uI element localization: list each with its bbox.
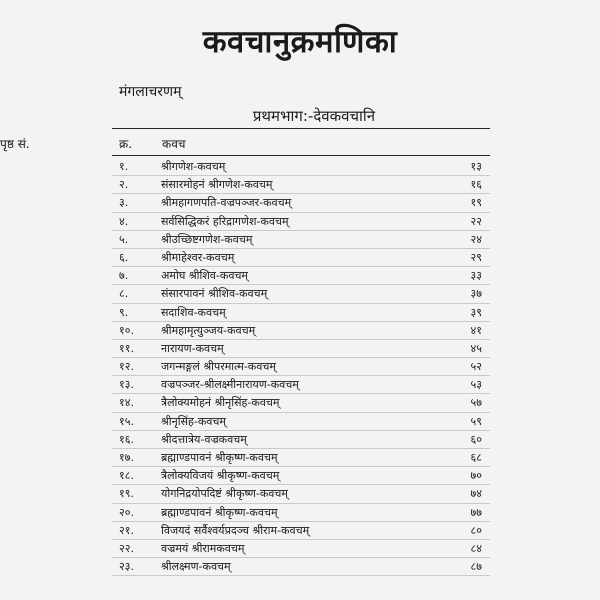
table-row: [112, 413, 490, 431]
table-row: [112, 540, 490, 558]
row-page: ४१: [470, 323, 482, 337]
row-page: ३३: [470, 269, 482, 283]
table-row: [112, 558, 490, 576]
table-top-rule: [112, 128, 490, 129]
table-row: [112, 194, 490, 212]
table-row: [112, 322, 490, 340]
row-name: श्रीमहामृत्युञ्जय-कवचम्: [161, 323, 256, 337]
row-number: २१.: [119, 523, 134, 537]
table-row: [112, 231, 490, 249]
row-name: श्रीलक्ष्मण-कवचम्: [161, 560, 231, 574]
row-page: ३९: [470, 305, 482, 319]
row-name: ब्रह्माण्डपावनं श्रीकृष्ण-कवचम्: [161, 451, 278, 464]
table-row: [112, 176, 490, 194]
row-page: १६: [470, 178, 482, 192]
row-number: १५.: [119, 414, 134, 428]
header-number: क्र.: [119, 137, 133, 151]
row-number: १६.: [119, 432, 134, 446]
row-page: ७४: [470, 487, 482, 501]
table-row: [112, 376, 490, 394]
row-page: २४: [470, 232, 482, 246]
row-page: ७०: [470, 469, 482, 483]
row-number: १७.: [119, 451, 134, 464]
row-name: त्रैलोक्यमोहनं श्रीनृसिंह-कवचम्: [161, 396, 280, 410]
row-number: १९.: [119, 487, 134, 501]
row-name: अमोघ श्रीशिव-कवचम्: [161, 269, 249, 283]
row-page: २९: [470, 250, 482, 264]
table-row: [112, 394, 490, 412]
row-page: १९: [470, 196, 482, 210]
row-number: ८.: [119, 287, 129, 301]
row-name: संसारपावनं श्रीशिव-कवचम्: [161, 287, 268, 301]
row-number: १.: [119, 160, 129, 173]
table-header-rule: [112, 155, 490, 156]
header-name: कवच: [162, 137, 186, 151]
table-row: [112, 485, 490, 503]
table-row: [112, 304, 490, 322]
header-page: पृष्ठ सं.: [0, 137, 30, 151]
row-page: ५७: [470, 396, 482, 410]
row-name: वज्रपञ्जर-श्रीलक्ष्मीनारायण-कवचम्: [161, 378, 299, 392]
row-number: १०.: [119, 323, 134, 337]
row-name: संसारमोहनं श्रीगणेश-कवचम्: [161, 178, 273, 192]
section-title: [0, 106, 600, 126]
section-title-text: प्रथमभाग:-देवकवचानि: [252, 107, 376, 125]
row-name: विजयदं सर्वैश्वर्यप्रदञ्च श्रीराम-कवचम्: [161, 523, 310, 537]
invocation-heading: मंगलाचरणम्: [119, 84, 182, 100]
row-name: वज्रमयं श्रीरामकवचम्: [161, 541, 245, 555]
row-page: ५९: [470, 414, 482, 428]
row-name: योगनिद्रयोपदिष्टं श्रीकृष्ण-कवचम्: [161, 487, 288, 501]
table-row: [112, 158, 490, 176]
row-number: ९.: [119, 305, 129, 319]
row-page: ८७: [470, 560, 482, 574]
row-number: २२.: [119, 541, 134, 555]
row-number: १८.: [119, 469, 134, 483]
row-name: जगन्मङ्गलं श्रीपरमात्म-कवचम्: [161, 360, 276, 374]
table-row: [112, 340, 490, 358]
row-number: ६.: [119, 250, 129, 264]
table-row: [112, 449, 490, 467]
row-page: ५३: [470, 378, 482, 392]
table-row: [112, 504, 490, 522]
row-page: १३: [470, 160, 482, 173]
table-row: [112, 267, 490, 285]
row-number: ७.: [119, 269, 129, 283]
row-number: १२.: [119, 360, 134, 374]
table-row: [112, 467, 490, 485]
row-number: ३.: [119, 196, 129, 210]
row-number: २३.: [119, 560, 134, 574]
row-page: ६८: [470, 451, 482, 464]
row-page: २२: [470, 214, 482, 228]
row-name: श्रीमहागणपति-वज्रपञ्जर-कवचम्: [161, 196, 292, 210]
table-row: [112, 522, 490, 540]
row-name: श्रीदत्तात्रेय-वज्रकवचम्: [161, 432, 247, 446]
row-page: ६०: [470, 432, 482, 446]
row-page: ८४: [470, 541, 482, 555]
row-name: श्रीनृसिंह-कवचम्: [161, 414, 226, 428]
table-row: [112, 249, 490, 267]
row-number: ११.: [119, 341, 134, 355]
row-number: ५.: [119, 232, 129, 246]
row-number: १३.: [119, 378, 134, 392]
table-row: [112, 213, 490, 231]
row-name: श्रीमाहेश्वर-कवचम्: [161, 250, 235, 264]
table-row: [112, 431, 490, 449]
row-page: ५२: [470, 360, 482, 374]
row-name: सदाशिव-कवचम्: [161, 305, 226, 319]
row-number: २.: [119, 178, 129, 192]
row-name: श्रीउच्छिष्टगणेश-कवचम्: [161, 232, 253, 246]
table-row: [112, 285, 490, 303]
table-row: [112, 358, 490, 376]
row-page: ७७: [470, 505, 482, 519]
row-page: ८०: [470, 523, 482, 537]
row-number: ४.: [119, 214, 129, 228]
row-name: ब्रह्माण्डपावनं श्रीकृष्ण-कवचम्: [161, 505, 278, 519]
row-name: त्रैलोक्यविजयं श्रीकृष्ण-कवचम्: [161, 469, 280, 483]
row-name: सर्वसिद्धिकरं हरिद्रागणेश-कवचम्: [161, 214, 289, 228]
row-name: श्रीगणेश-कवचम्: [161, 160, 226, 173]
row-page: ४५: [470, 341, 482, 355]
row-name: नारायण-कवचम्: [161, 341, 224, 355]
index-table-body: [112, 158, 490, 576]
row-page: ३७: [470, 287, 482, 301]
row-number: १४.: [119, 396, 134, 410]
row-number: २०.: [119, 505, 134, 519]
page-title: कवचानुक्रमणिका: [202, 24, 398, 60]
